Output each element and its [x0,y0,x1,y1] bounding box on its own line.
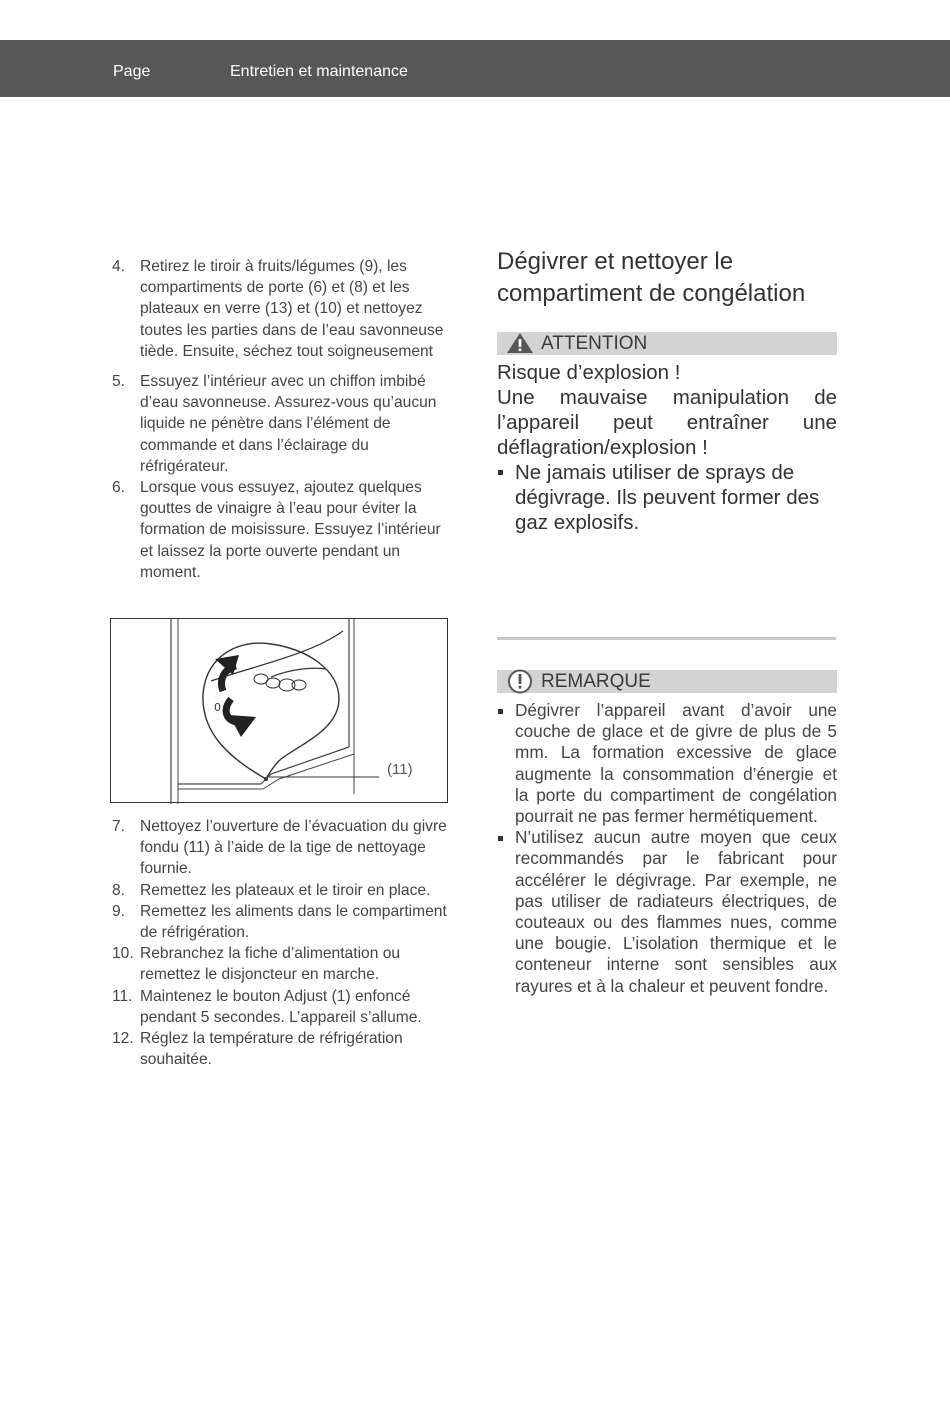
bullet-icon [498,836,503,841]
step-number: 11. [112,987,133,1005]
remark-label: REMARQUE [541,671,651,692]
step-number: 10. [112,945,134,963]
step-text: Réglez la température de réfrigération souhaitée. [140,1030,403,1069]
bullet-icon [498,709,503,714]
section-divider [497,637,836,640]
svg-text:0: 0 [214,701,221,714]
list-item [112,880,452,901]
list-item [112,986,452,1028]
remark-list [497,700,837,997]
step-number: 12. [112,1030,134,1048]
step-text: Nettoyez l’ouverture de l’évacuation du givre fondu (11) à l’aide de la tige de nettoyage fournie. [140,818,447,878]
list-item [112,371,452,477]
step-text: Lorsque vous essuyez, ajoutez quelques gouttes de vinaigre à l’eau pour éviter la formation de moisissure. Essuyez l’intérieur et laissez la porte ouverte pendant un moment. [140,479,441,581]
list-item [112,477,452,583]
page-label: Page [113,63,151,80]
drain-callout-label: (11) [387,761,413,778]
cleaning-steps-list [112,256,452,583]
step-number: 5. [112,373,126,391]
step-text: Essuyez l’intérieur avec un chiffon imbibé d’eau savonneuse. Assurez-vous qu’aucun liquide ne pénètre dans l’élément de commande et dans l’éclairage du réfrigérateur. [140,373,437,475]
left-column-lower [112,816,452,1070]
step-number: 6. [112,479,126,497]
step-text: Remettez les aliments dans le compartiment de réfrigération. [140,902,447,942]
remark-banner [497,670,837,693]
list-item [497,700,837,827]
reassembly-steps-list [112,816,452,1070]
right-column [497,246,837,535]
step-text: Retirez le tiroir à fruits/légumes (9), les compartiments de porte (6) et (8) et les plateaux en verre (13) et (10) et nettoyez toutes les parties dans de l’eau savonneuse tiède. Ensuite, séchez tout soigneusement [140,258,444,360]
step-text: Maintenez le bouton Adjust (1) enfoncé pendant 5 secondes. L’appareil s’allume. [140,987,422,1026]
list-item [497,460,837,535]
remark-bullet-text: N’utilisez aucun autre moyen que ceux recommandés par le fabricant pour accélérer le dégivrage. Par exemple, ne pas utiliser de radiateurs électriques, de couteaux ou des flammes nues, comme une bougie. L’isolation thermique et le conteneur interne sont sensibles aux rayures et à la chaleur et peuvent fondre. [515,827,837,996]
step-number: 9. [112,902,126,920]
list-item [112,256,452,362]
list-item [112,901,452,943]
attention-text: Une mauvaise manipulation de l’appareil peut entraîner une déflagration/explosion ! [497,386,837,459]
section-title: Entretien et maintenance [230,63,408,80]
step-number: 8. [112,881,126,899]
attention-label: ATTENTION [541,333,648,354]
attention-content [497,360,837,535]
list-item [497,827,837,997]
bullet-icon [498,470,503,475]
step-number: 7. [112,818,126,835]
warning-triangle-icon [506,332,534,361]
drain-cleaning-illustration [110,618,448,803]
attention-banner [497,332,837,355]
list-item [112,1028,452,1070]
remark-section [497,670,837,997]
exclamation-circle-icon [507,669,533,702]
list-item [112,816,452,880]
step-number: 4. [112,258,126,275]
left-column [112,256,452,592]
remark-bullet-text: Dégivrer l’appareil avant d’avoir une couche de glace et de givre de plus de 5 mm. La formation excessive de glace augmente la consommation d’énergie et la porte du compartiment de congélation pourrait ne pas fermer hermétiquement. [515,700,837,827]
step-text: Rebranchez la fiche d’alimentation ou remettez le disjoncteur en marche. [140,945,401,984]
attention-bullet-text: Ne jamais utiliser de sprays de dégivrage. Ils peuvent former des gaz explosifs. [515,461,820,534]
page-header [0,40,950,97]
section-heading: Dégivrer et nettoyer le compartiment de congélation [497,248,806,307]
attention-title: Risque d’explosion ! [497,361,681,384]
step-text: Remettez les plateaux et le tiroir en place. [140,881,431,899]
list-item [112,943,452,985]
